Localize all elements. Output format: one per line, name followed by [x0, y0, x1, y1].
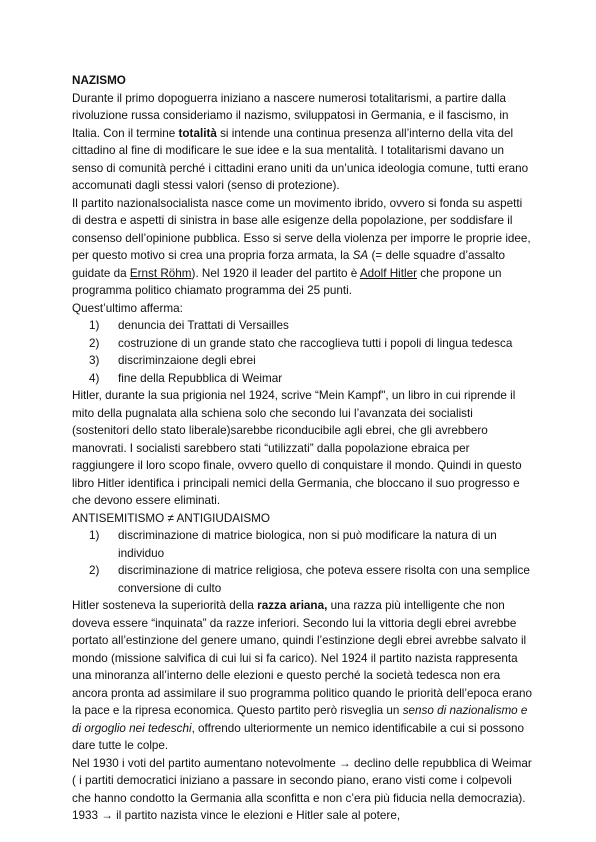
text-run: Il partito nazionalsocialista nasce come un movimento ibrido, ovvero si fonda su aspetti di destra e aspetti di sinistra in base alle esigenze della popolazione, per soddisfare il consenso dell’opinione pubblica. Esso si serve della violenza per imporre le proprie idee, per questo motivo si crea una propria forza armata, la — [72, 196, 531, 262]
list-item — [72, 527, 532, 562]
paragraph-1933: 1933 → il partito nazista vince le elezioni e Hitler sale al potere, — [72, 809, 401, 822]
paragraph-intro — [72, 90, 532, 195]
document-page — [72, 72, 532, 825]
list-item-text: denuncia dei Trattati di Versailles — [118, 319, 289, 332]
list-item — [72, 562, 532, 597]
list-number: 2) — [89, 336, 100, 350]
text-run: , offrendo ulteriormente un nemico identificabile a cui si possono dare tutte le colpe. — [72, 721, 524, 752]
list-item-text: discriminazione di matrice biologica, non si può modificare la natura di un individuo — [118, 529, 497, 560]
link-ernst-rohm[interactable]: Ernst Röhm — [129, 266, 192, 280]
list-number: 1) — [89, 319, 100, 332]
list-item-text: costruzione di un grande stato che raccoglieva tutti i popoli di lingua tedesca — [118, 336, 513, 350]
italic-term: SA — [352, 249, 369, 262]
link-adolf-hitler[interactable]: Adolf Hitler — [359, 266, 417, 280]
paragraph-razza-ariana — [72, 597, 532, 755]
list-number: 3) — [89, 354, 100, 367]
list-item — [72, 370, 532, 388]
document-title: NAZISMO — [72, 74, 126, 87]
text-run: si intende una continua presenza all’interno della vita del cittadino al fine di modificare le sue idee e la sua mentalità. I totalitarismi davano un senso di comunità perché i cittadini erano uniti da un’unica ideologia comune, tutti erano accomunati dagli stessi valori (senso di protezione). — [72, 126, 529, 192]
text-run: (= delle squadre d’assalto guidate da — [72, 249, 505, 280]
list-number: 1) — [89, 529, 100, 542]
paragraph-1930: Nel 1930 i voti del partito aumentano notevolmente → declino delle repubblica di Weimar ( i partiti democratici iniziano a passare in secondo piano, erano visti come i colpevoli che hanno condotto la Germania alla sconfitta e non c’era più fiducia nella democrazia). — [72, 756, 532, 805]
list-item-text: discriminzaione degli ebrei — [118, 354, 256, 367]
paragraph-mein-kampf: Hitler, durante la sua prigionia nel 1924, scrive “Mein Kampf", un libro in cui riprende il mito della pugnalata alla schiena solo che secondo lui l’avanzata dei socialisti (sostenitori dello stato liberale)sarebbe riconducibile agli ebrei, che gli avrebbero manovrati. I socialisti sarebbero stati “utilizzati” dalla popolazione ebraica per raggiungere il loro scopo finale, ovvero quello di conquistare il mondo. Quindi in questo libro Hitler identifica i principali nemici della Germania, che bloccano il suo progresso e che devono essere eliminati. — [72, 389, 522, 507]
program-points-list — [72, 317, 532, 387]
text-run: Hitler sosteneva la superiorità della — [72, 599, 258, 612]
list-item-text: discriminazione di matrice religiosa, che poteva essere risolta con una semplice conversione di culto — [118, 564, 530, 595]
list-item — [72, 317, 532, 335]
paragraph-list-intro: Quest’ultimo afferma: — [72, 301, 183, 315]
text-run: Durante il primo dopoguerra iniziano a nascere numerosi totalitarismi, a partire dalla rivoluzione russa consideriamo il nazismo, sviluppatosi in Germania, e il fascismo, in Italia. Con il termine — [72, 91, 509, 140]
text-run: ). Nel 1920 il leader del partito è — [191, 266, 360, 280]
text-run: che propone un programma politico chiamato programma dei 25 punti. — [72, 266, 502, 297]
bold-term: totalità — [178, 126, 217, 140]
list-number: 4) — [89, 371, 100, 385]
list-item — [72, 352, 532, 370]
section-heading-antisemitismo: ANTISEMITISMO ≠ ANTIGIUDAISMO — [72, 511, 270, 525]
list-item — [72, 335, 532, 353]
list-item-text: fine della Repubblica di Weimar — [118, 371, 283, 385]
paragraph-party — [72, 195, 532, 300]
discrimination-list — [72, 527, 532, 597]
list-number: 2) — [89, 564, 100, 577]
italic-term: senso di nazionalismo e di orgoglio nei tedeschi — [72, 704, 528, 735]
text-run: una razza più intelligente che non doveva essere “inquinata” da razze inferiori. Secondo lui la vittoria degli ebrei avrebbe portato all’estinzione del genere umano, quindi l’estinzione degli ebrei avrebbe salvato il mondo (missione salvifica di cui lui si fa carico). Nel 1924 il partito nazista rappresenta una minoranza all’interno delle elezioni e questo perché la società tedesca non era ancora pronta ad assimilare il suo programma politico quando le priorità dell’epoca erano la pace e la ripresa economica. Questo partito però risveglia un — [72, 599, 532, 717]
bold-term: razza ariana, — [257, 599, 328, 612]
